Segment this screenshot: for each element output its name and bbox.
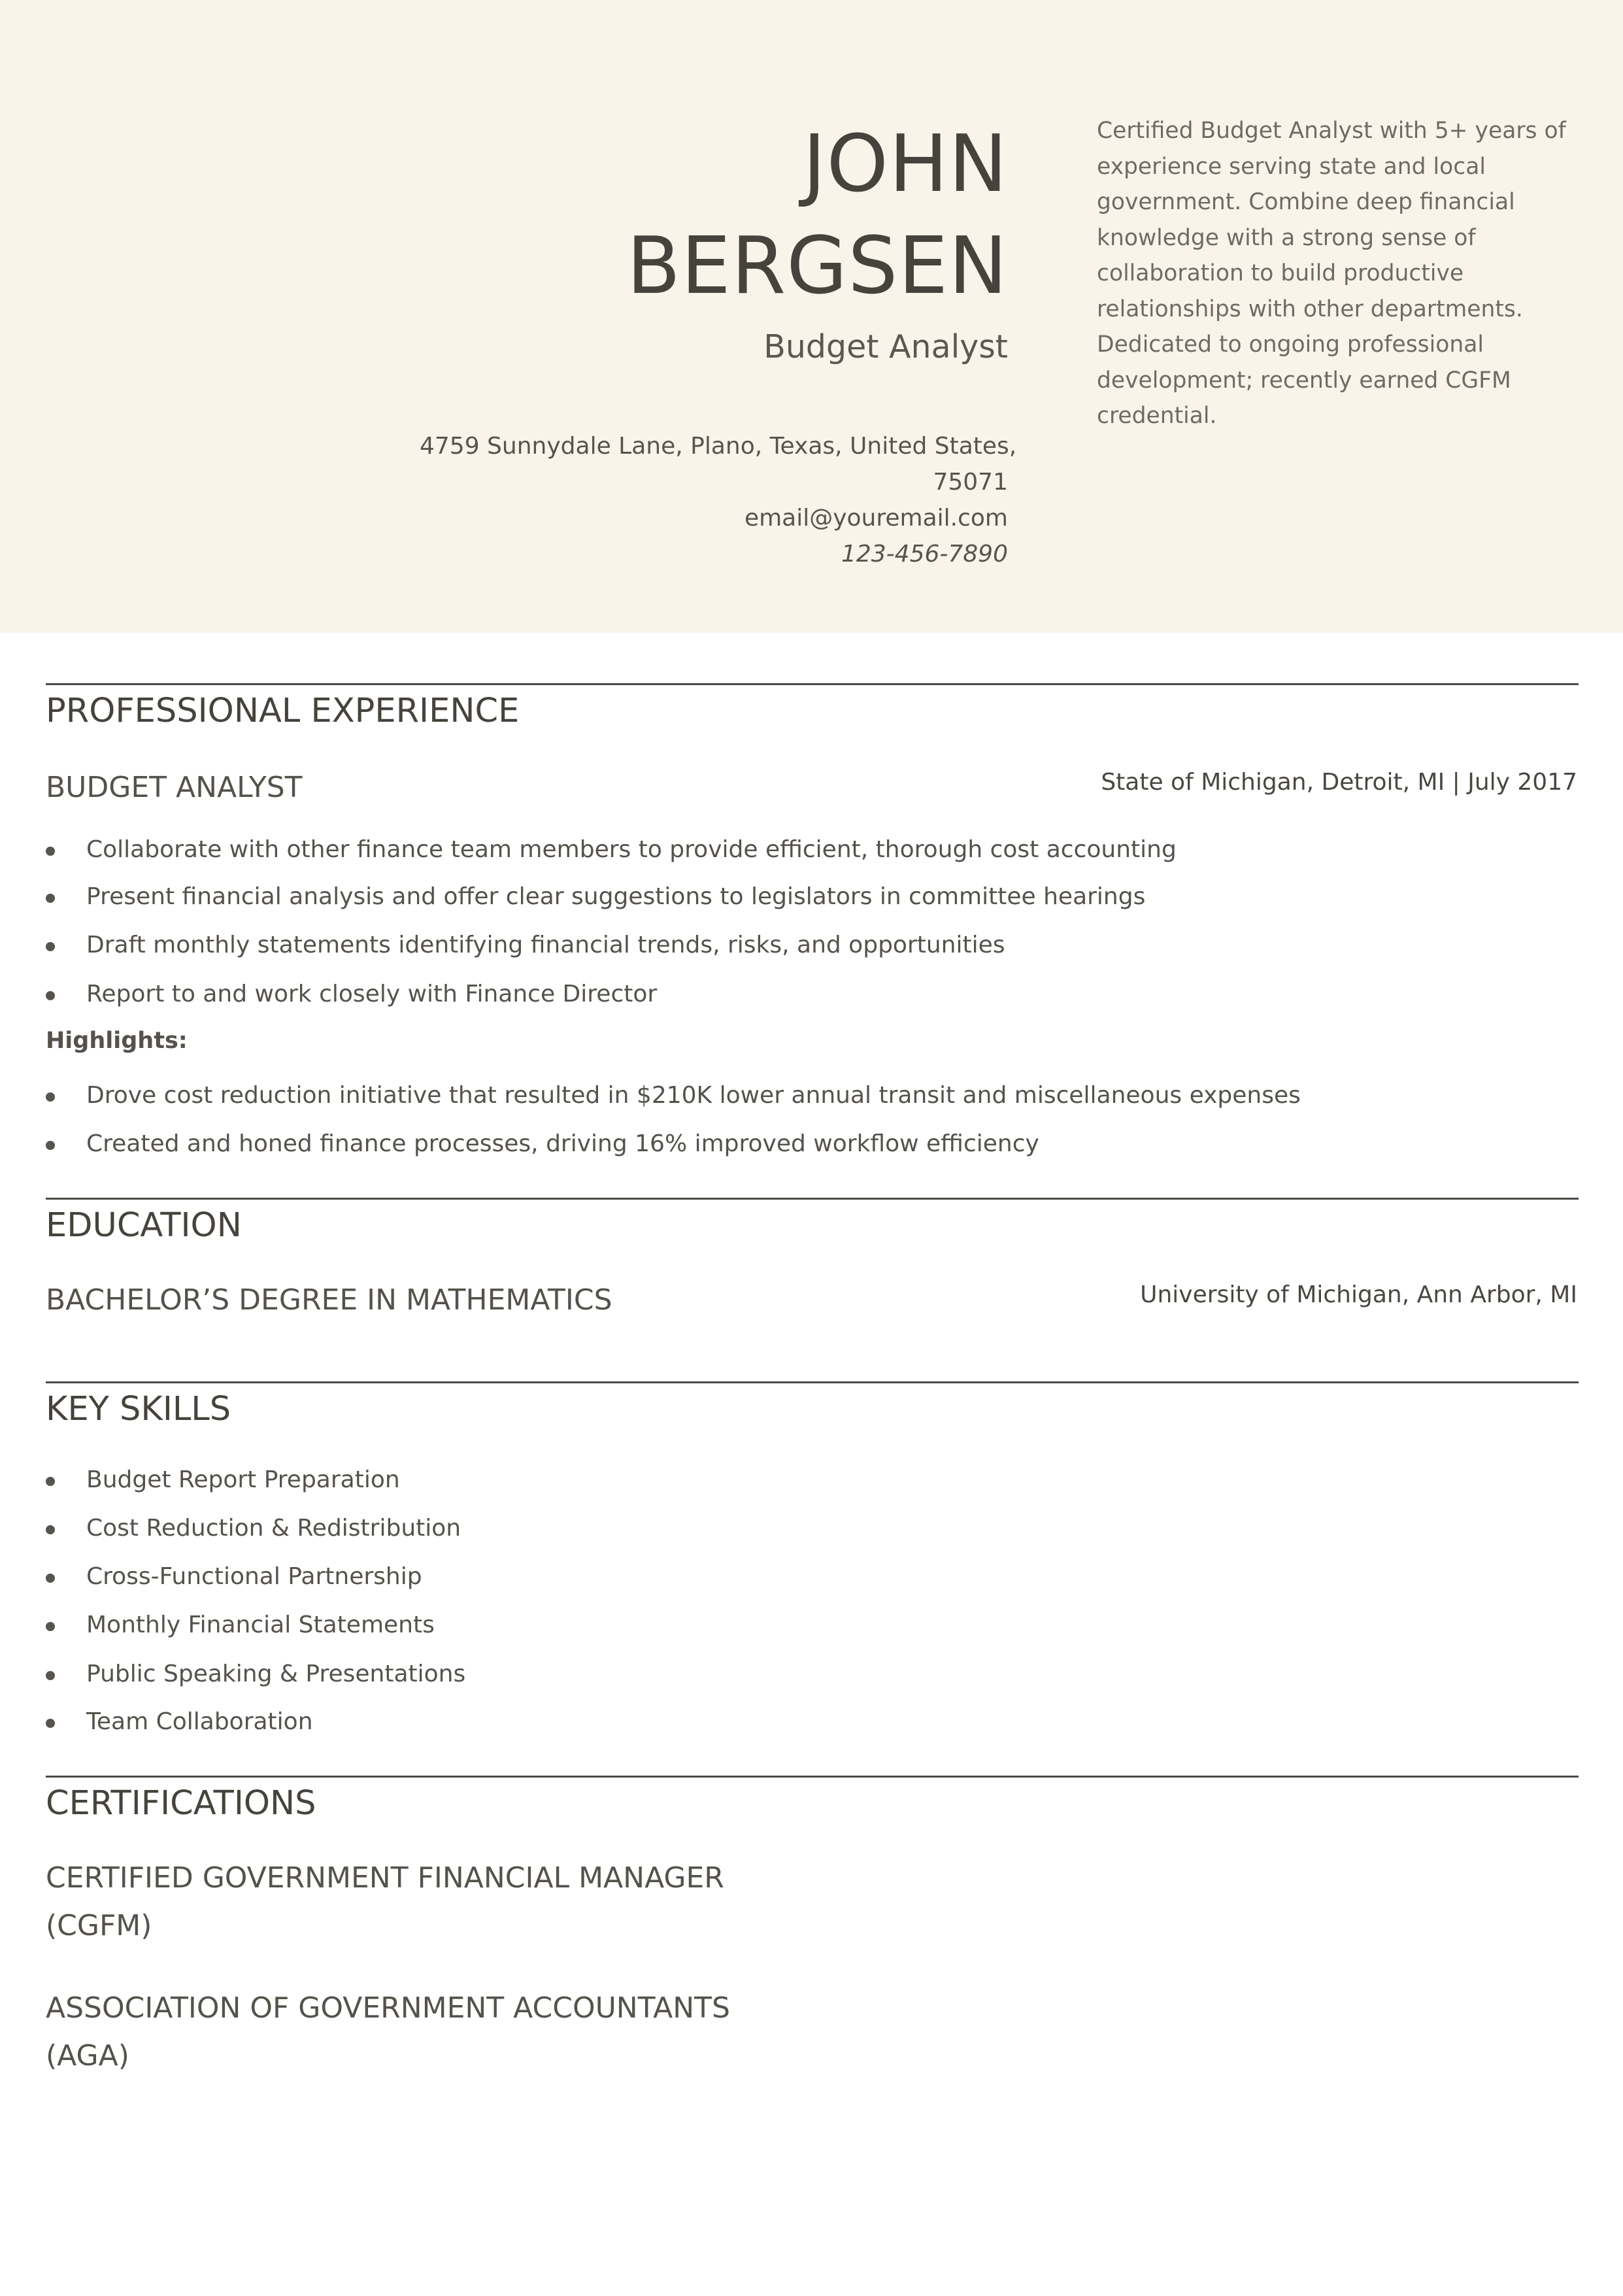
experience-job-title: BUDGET ANALYST (46, 771, 303, 804)
bullet-text: Present financial analysis and offer clear suggestions to legislators in committee hearings (86, 883, 1146, 910)
list-item (46, 925, 1005, 964)
email-text: email@youremail.com (744, 505, 1008, 532)
bullet-text: Report to and work closely with Finance Director (86, 980, 658, 1007)
list-item (46, 1605, 435, 1644)
bullet-text: Draft monthly statements identifying financial trends, risks, and opportunities (86, 931, 1005, 958)
bullet-icon (46, 1141, 55, 1150)
section-divider (46, 1776, 1579, 1778)
list-item (46, 830, 1177, 869)
list-item (46, 1460, 400, 1499)
bullet-icon (46, 1525, 55, 1534)
phone-text: 123-456-7890 (841, 541, 1008, 567)
bullet-icon (46, 1671, 55, 1680)
certification-line-1: CERTIFIED GOVERNMENT FINANCIAL MANAGER (46, 1861, 724, 1895)
list-item (46, 1124, 1039, 1163)
certification-line-2: (CGFM) (46, 1909, 152, 1942)
bullet-icon (46, 1719, 55, 1728)
list-item (46, 1075, 1301, 1115)
school-text: University of Michigan, Ann Arbor, MI (1140, 1281, 1577, 1308)
bullet-icon (46, 1477, 55, 1486)
skill-text: Team Collaboration (86, 1708, 313, 1735)
section-divider (46, 1198, 1579, 1200)
certification-line-2: (AGA) (46, 2039, 129, 2072)
bullet-text: Drove cost reduction initiative that resulted in $210K lower annual transit and miscellaneous expenses (86, 1081, 1301, 1109)
list-item (46, 974, 657, 1013)
skill-text: Monthly Financial Statements (86, 1611, 435, 1638)
job-title-header: Budget Analyst (763, 328, 1008, 365)
section-divider (46, 683, 1579, 685)
last-name: BERGSEN (626, 221, 1008, 312)
section-divider (46, 1381, 1579, 1383)
list-item (46, 1702, 313, 1741)
list-item (46, 1508, 461, 1547)
bullet-text: Collaborate with other finance team members to provide efficient, thorough cost accounting (86, 836, 1177, 863)
bullet-icon (46, 1622, 55, 1631)
certification-line-1: ASSOCIATION OF GOVERNMENT ACCOUNTANTS (46, 1991, 730, 2025)
highlights-label: Highlights: (46, 1028, 188, 1054)
skills-heading: KEY SKILLS (46, 1390, 231, 1428)
skill-text: Cost Reduction & Redistribution (86, 1514, 461, 1542)
bullet-icon (46, 991, 55, 1000)
first-name: JOHN (803, 119, 1008, 210)
address-line-2: 75071 (933, 469, 1008, 496)
certifications-heading: CERTIFICATIONS (46, 1784, 316, 1823)
summary-paragraph: Certified Budget Analyst with 5+ years of experience serving state and local government. Combine deep financial knowledge with a strong sense of collaboration to build productive relationships with other departments. Dedicated to ongoing professional development; recently earned CGFM credential. (1097, 118, 1566, 429)
experience-job-meta: State of Michigan, Detroit, MI | July 2017 (1101, 769, 1577, 796)
bullet-icon (46, 894, 55, 903)
header-band (0, 0, 1623, 633)
list-item (46, 1654, 465, 1693)
address-line-1: 4759 Sunnydale Lane, Plano, Texas, United States, (420, 433, 1017, 460)
skill-text: Public Speaking & Presentations (86, 1660, 466, 1687)
education-heading: EDUCATION (46, 1206, 242, 1245)
bullet-text: Created and honed finance processes, driving 16% improved workflow efficiency (86, 1130, 1039, 1157)
bullet-icon (46, 1574, 55, 1583)
skill-text: Cross-Functional Partnership (86, 1562, 422, 1590)
experience-heading: PROFESSIONAL EXPERIENCE (46, 692, 520, 730)
bullet-icon (46, 942, 55, 951)
list-item (46, 1557, 422, 1596)
list-item (46, 877, 1145, 916)
skill-text: Budget Report Preparation (86, 1466, 400, 1493)
degree-title: BACHELOR’S DEGREE IN MATHEMATICS (46, 1283, 612, 1317)
bullet-icon (46, 847, 55, 856)
bullet-icon (46, 1092, 55, 1102)
